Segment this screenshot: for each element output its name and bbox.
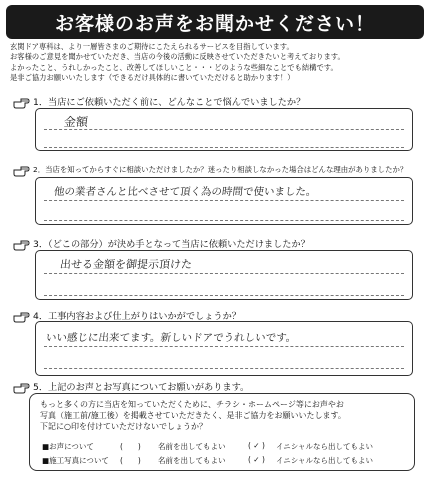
pointing-hand-icon bbox=[12, 93, 30, 109]
handwritten-answer: 金額 bbox=[63, 115, 89, 129]
name-consent-label: 名前を出してもよい bbox=[158, 442, 226, 451]
handwritten-answer: 他の業者さんと比べさせて頂く為の時間で使いました。 bbox=[53, 186, 318, 198]
answer-rule bbox=[44, 129, 404, 130]
consent-request-line: もっと多くの方に当店を知っていただくために、チラシ・ホームページ等にお声やお bbox=[40, 400, 344, 409]
question-1 bbox=[12, 93, 305, 109]
question-label: 3．（どこの部分）が決め手となって当店に依頼いただけましたか？ bbox=[33, 239, 310, 250]
question-label: 4．工事内容および仕上がりはいかがでしょうか？ bbox=[33, 311, 241, 322]
answer-box-2 bbox=[35, 177, 413, 225]
question-label: 2．当店を知ってからすぐに相談いただけましたか？迷ったり相談しなかった場合はどんな理由がありましたか？ bbox=[33, 164, 408, 174]
answer-box-1 bbox=[35, 108, 413, 151]
intro-line: 是非ご協力お願いいたします（できるだけ具体的に書いていただけると助かります！） bbox=[10, 72, 295, 82]
initials-consent-label: イニシャルなら出してもよい bbox=[276, 442, 374, 451]
name-consent-checkbox[interactable]: ( ) bbox=[120, 442, 141, 451]
initials-consent-checkbox[interactable]: ( ✓ ) bbox=[248, 441, 265, 450]
pointing-hand-icon bbox=[12, 378, 30, 394]
consent-request-line: 写真（施工前/施工後）を掲載させていただきたく、是非ご協力をお願いいたします。 bbox=[40, 411, 346, 420]
question-2 bbox=[12, 161, 407, 177]
intro-line: お客様のご意見を聞かせていただき、当店の今後の活動に反映させていただきたいと考えております。 bbox=[10, 52, 345, 62]
consent-row-photo bbox=[42, 455, 373, 466]
consent-row-voice bbox=[42, 441, 373, 452]
consent-request-line: 下記に○印を付けていただけないでしょうか？ bbox=[40, 422, 207, 431]
pointing-hand-icon bbox=[12, 235, 30, 251]
question-label: 5．上記のお声とお写真についてお願いがあります。 bbox=[33, 382, 250, 393]
intro-line: 玄関ドア専科は、より一層皆さまのご期待にこたえられるサービスを目指しています。 bbox=[10, 42, 294, 51]
answer-rule bbox=[44, 220, 404, 221]
answer-rule bbox=[44, 273, 404, 274]
initials-consent-label: イニシャルなら出してもよい bbox=[276, 456, 374, 465]
consent-box bbox=[29, 393, 415, 471]
answer-rule bbox=[44, 368, 404, 369]
consent-item-label: ■施工写真について bbox=[42, 456, 109, 465]
consent-item-label: ■お声について bbox=[42, 442, 94, 451]
answer-rule bbox=[44, 147, 404, 148]
handwritten-answer: いい感じに出来てます。新しいドアでうれしいです。 bbox=[45, 332, 297, 344]
answer-rule bbox=[44, 200, 404, 201]
answer-rule bbox=[44, 346, 404, 347]
handwritten-answer: 出せる金額を御提示頂けた bbox=[59, 258, 193, 271]
question-label: 1．当店にご依頼いただく前に、どんなことで悩んでいましたか？ bbox=[33, 97, 306, 108]
question-5 bbox=[12, 378, 249, 394]
question-3 bbox=[12, 235, 310, 251]
answer-box-3 bbox=[35, 250, 413, 300]
page-title: お客様のお声をお聞かせください！ bbox=[54, 12, 375, 35]
pointing-hand-icon bbox=[12, 307, 30, 323]
title-banner bbox=[6, 5, 424, 39]
answer-box-4 bbox=[35, 321, 413, 376]
name-consent-label: 名前を出してもよい bbox=[158, 456, 226, 465]
intro-text bbox=[10, 42, 424, 83]
intro-line: よかったこと、うれしかったこと、改善してほしいこと・・・どのような些細なことでも結構です。 bbox=[10, 62, 338, 72]
name-consent-checkbox[interactable]: ( ) bbox=[120, 456, 141, 465]
pointing-hand-icon bbox=[12, 161, 30, 177]
consent-request-text bbox=[40, 399, 346, 432]
answer-rule bbox=[44, 295, 404, 296]
initials-consent-checkbox[interactable]: ( ✓ ) bbox=[248, 455, 265, 464]
